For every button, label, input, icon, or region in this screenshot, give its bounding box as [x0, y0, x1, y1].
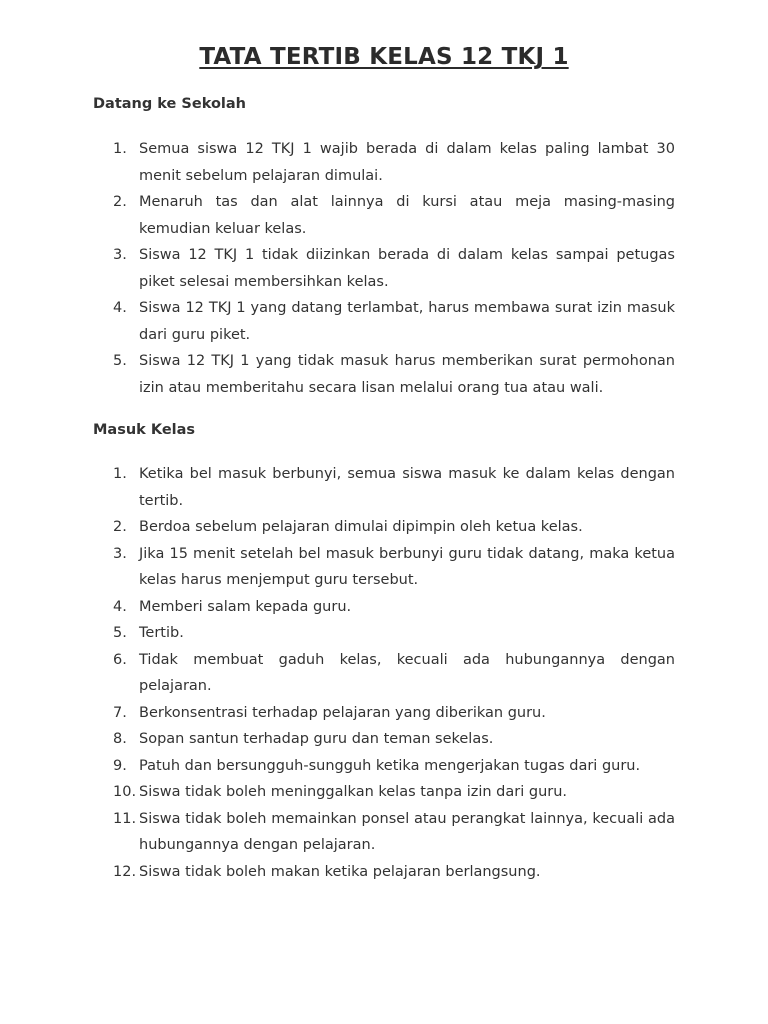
list-item	[93, 859, 675, 886]
list-masuk-kelas	[93, 461, 675, 885]
list-item	[93, 806, 675, 859]
list-item	[93, 461, 675, 514]
list-item	[93, 726, 675, 753]
item-number: 4.	[113, 598, 127, 615]
list-item	[93, 647, 675, 700]
list-item	[93, 620, 675, 647]
list-item	[93, 348, 675, 401]
list-item	[93, 189, 675, 242]
item-text: Memberi salam kepada guru.	[139, 598, 352, 615]
item-number: 11.	[113, 810, 137, 827]
item-number: 12.	[113, 863, 137, 880]
list-item	[93, 295, 675, 348]
list-item	[93, 779, 675, 806]
list-item	[93, 753, 675, 780]
section-heading-masuk: Masuk Kelas	[93, 422, 196, 438]
item-text: Siswa tidak boleh meninggalkan kelas tanpa izin dari guru.	[139, 784, 568, 800]
item-text: Ketika bel masuk berbunyi, semua siswa masuk ke dalam kelas dengan tertib.	[139, 466, 675, 509]
item-number: 5.	[113, 625, 127, 641]
item-number: 8.	[113, 731, 127, 747]
document-title: TATA TERTIB KELAS 12 TKJ 1	[199, 44, 569, 70]
item-number: 3.	[113, 545, 127, 562]
item-number: 2.	[113, 519, 127, 535]
item-number: 7.	[113, 704, 127, 721]
item-text: Berkonsentrasi terhadap pelajaran yang diberikan guru.	[139, 704, 546, 721]
item-number: 6.	[113, 651, 127, 668]
item-number: 10.	[113, 784, 137, 800]
item-text: Jika 15 menit setelah bel masuk berbunyi guru tidak datang, maka ketua kelas harus menjemput guru tersebut.	[139, 545, 675, 588]
item-text: Menaruh tas dan alat lainnya di kursi atau meja masing-masing kemudian keluar kelas.	[139, 194, 675, 237]
item-text: Semua siswa 12 TKJ 1 wajib berada di dalam kelas paling lambat 30 menit sebelum pelajaran dimulai.	[139, 141, 675, 184]
item-text: Siswa 12 TKJ 1 tidak diizinkan berada di dalam kelas sampai petugas piket selesai membersihkan kelas.	[139, 247, 675, 290]
list-datang-ke-sekolah	[93, 136, 675, 401]
item-text: Patuh dan bersungguh-sungguh ketika mengerjakan tugas dari guru.	[139, 757, 641, 774]
item-text: Siswa 12 TKJ 1 yang tidak masuk harus memberikan surat permohonan izin atau memberitahu secara lisan melalui orang tua atau wali.	[139, 353, 675, 396]
item-number: 9.	[113, 757, 127, 774]
item-number: 1.	[113, 466, 127, 482]
list-item	[93, 700, 675, 727]
item-text: Berdoa sebelum pelajaran dimulai dipimpin oleh ketua kelas.	[139, 519, 583, 535]
list-item	[93, 541, 675, 594]
item-text: Tidak membuat gaduh kelas, kecuali ada hubungannya dengan pelajaran.	[139, 651, 675, 694]
item-text: Tertib.	[139, 625, 184, 641]
item-number: 1.	[113, 141, 127, 157]
list-item	[93, 594, 675, 621]
item-text: Siswa tidak boleh memainkan ponsel atau perangkat lainnya, kecuali ada hubungannya dengan pelajaran.	[139, 810, 675, 853]
item-number: 4.	[113, 300, 127, 316]
item-text: Siswa 12 TKJ 1 yang datang terlambat, harus membawa surat izin masuk dari guru piket.	[139, 300, 675, 343]
item-text: Siswa tidak boleh makan ketika pelajaran berlangsung.	[139, 863, 541, 880]
item-text: Sopan santun terhadap guru dan teman sekelas.	[139, 731, 494, 747]
item-number: 3.	[113, 247, 127, 263]
list-item	[93, 136, 675, 189]
item-number: 2.	[113, 194, 127, 210]
section-heading-datang: Datang ke Sekolah	[93, 96, 246, 112]
list-item	[93, 242, 675, 295]
item-number: 5.	[113, 353, 127, 369]
list-item	[93, 514, 675, 541]
